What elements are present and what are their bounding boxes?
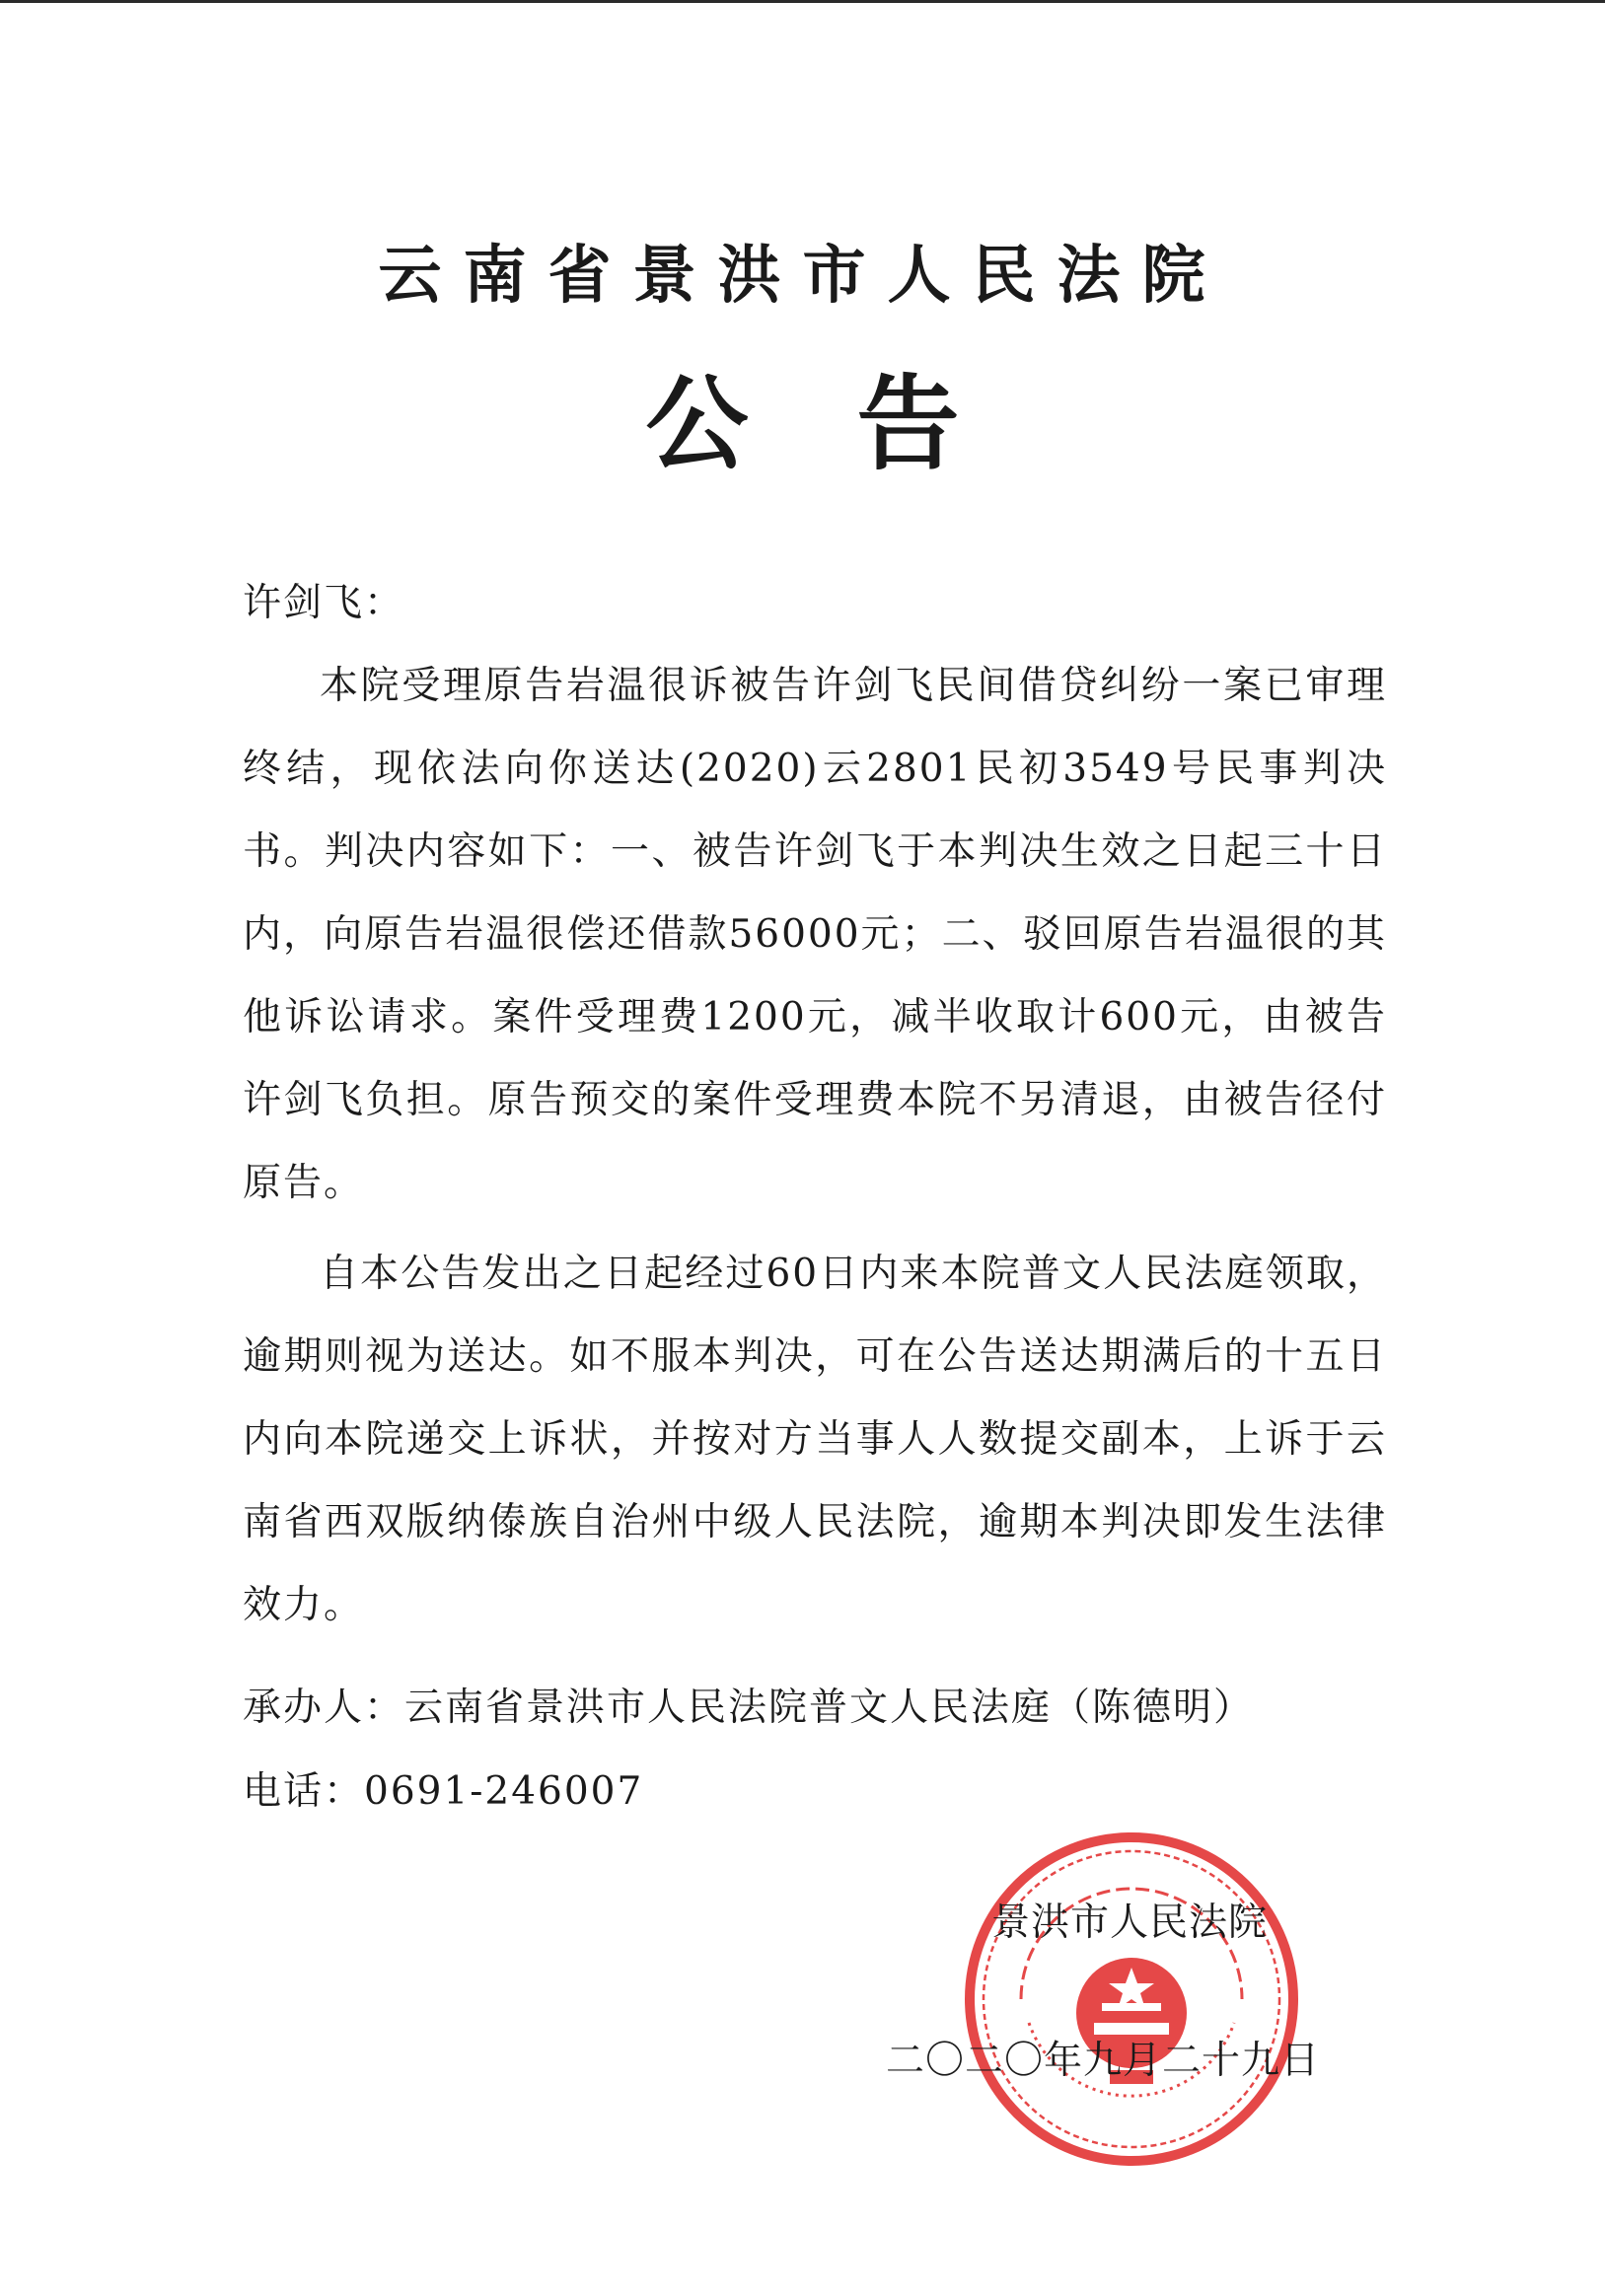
signature-court: 景洪市人民法院 [991, 1901, 1269, 1945]
addressee: 许剑飞： [243, 581, 405, 625]
scan-top-edge [0, 0, 1605, 3]
phone-line: 电话：0691-246007 [243, 1769, 644, 1814]
judgment-paragraph [243, 645, 1387, 1225]
appeal-paragraph [243, 1233, 1387, 1647]
paragraph-text: 自本公告发出之日起经过60日内来本院普文人民法庭领取，逾期则视为送达。如不服本判决，可在公告送达期满后的十五日内向本院递交上诉状，并按对方当事人人数提交副本，上诉于云南省西双版纳傣族自治州中级人民法院，逾期本判决即发生法律效力。 [243, 1252, 1387, 1627]
court-seal-icon [962, 1830, 1302, 2170]
handler-line: 承办人：云南省景洪市人民法院普文人民法庭（陈德明） [243, 1686, 1255, 1730]
signature-date: 二〇二〇年九月二十九日 [886, 2039, 1321, 2083]
court-name-heading: 云南省景洪市人民法院 [378, 239, 1227, 313]
notice-title: 公告 [645, 363, 1068, 484]
paragraph-text: 本院受理原告岩温很诉被告许剑飞民间借贷纠纷一案已审理终结，现依法向你送达(2020)云2801民初3549号民事判决书。判决内容如下：一、被告许剑飞于本判决生效之日起三十日内，向原告岩温很偿还借款56000元；二、驳回原告岩温很的其他诉讼请求。案件受理费1200元，减半收取计600元，由被告许剑飞负担。原告预交的案件受理费本院不另清退，由被告径付原告。 [243, 664, 1387, 1205]
